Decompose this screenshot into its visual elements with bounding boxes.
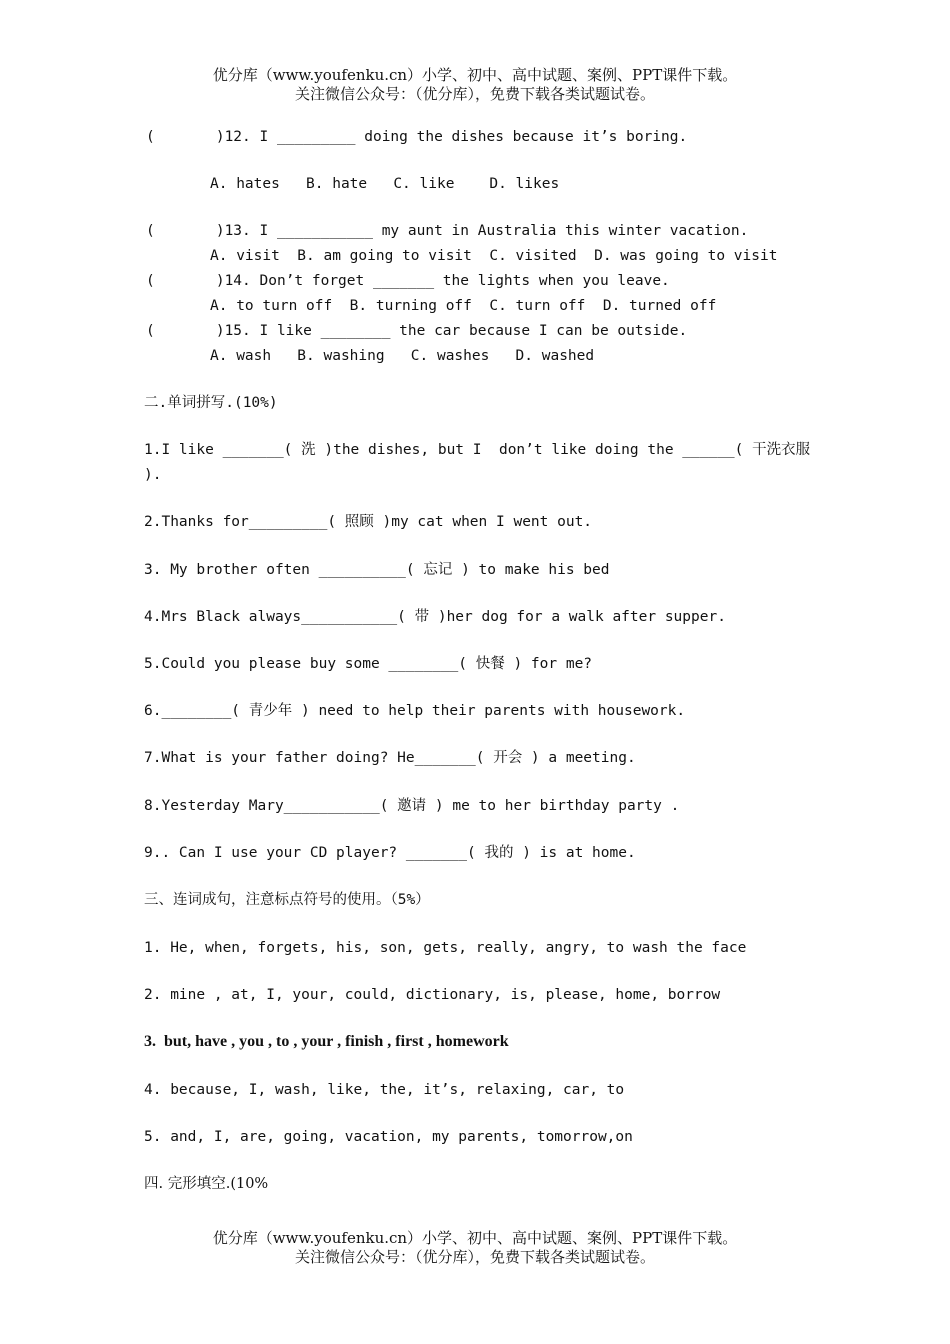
spelling-item-6: 6.________( 青少年 ) need to help their parents with housework. xyxy=(144,703,686,719)
section-4-title: 四. 完形填空.(10% xyxy=(144,1176,269,1192)
spelling-item-1-cont: ). xyxy=(144,467,162,483)
question-14-options: A. to turn off B. turning off C. turn off D. turned off xyxy=(210,298,717,314)
footer-line-2: 关注微信公众号：（优分库），免费下载各类试题试卷。 xyxy=(294,1248,655,1266)
question-15-options: A. wash B. washing C. washes D. washed xyxy=(210,348,595,364)
header-line-1: 优分库（www.youfenku.cn）小学、初中、高中试题、案例、PPT课件下载。 xyxy=(212,66,738,84)
spelling-item-8: 8.Yesterday Mary___________( 邀请 ) me to her birthday party . xyxy=(144,798,680,814)
spelling-item-9: 9.. Can I use your CD player? _______( 我的 ) is at home. xyxy=(144,845,636,861)
spelling-item-2: 2.Thanks for_________( 照顾 )my cat when I went out. xyxy=(144,514,593,530)
spelling-item-3: 3. My brother often __________( 忘记 ) to make his bed xyxy=(144,562,610,578)
question-12-options: A. hates B. hate C. like D. likes xyxy=(210,176,560,192)
section-3-title: 三、连词成句，注意标点符号的使用。（5%） xyxy=(144,892,430,908)
sentence-item-1: 1. He, when, forgets, his, son, gets, really, angry, to wash the face xyxy=(144,940,747,956)
question-13-options: A. visit B. am going to visit C. visited D. was going to visit xyxy=(210,248,778,264)
sentence-item-2: 2. mine , at, I, your, could, dictionary, is, please, home, borrow xyxy=(144,987,721,1003)
footer-line-1: 优分库（www.youfenku.cn）小学、初中、高中试题、案例、PPT课件下载。 xyxy=(212,1229,738,1247)
header-line-2: 关注微信公众号：（优分库），免费下载各类试题试卷。 xyxy=(294,85,655,103)
sentence-item-3: 3. but, have , you , to , your , finish , first , homework xyxy=(144,1033,509,1050)
question-15: ( )15. I like ________ the car because I can be outside. xyxy=(146,323,688,339)
question-12: ( )12. I _________ doing the dishes because it’s boring. xyxy=(146,129,688,145)
spelling-item-1: 1.I like _______( 洗 )the dishes, but I don’t like doing the ______( 干洗衣服 xyxy=(144,442,811,458)
question-14: ( )14. Don’t forget _______ the lights when you leave. xyxy=(146,273,670,289)
sentence-item-4: 4. because, I, wash, like, the, it’s, relaxing, car, to xyxy=(144,1082,625,1098)
question-13: ( )13. I ___________ my aunt in Australia this winter vacation. xyxy=(146,223,749,239)
spelling-item-5: 5.Could you please buy some ________( 快餐 ) for me? xyxy=(144,656,593,672)
sentence-item-5: 5. and, I, are, going, vacation, my parents, tomorrow,on xyxy=(144,1129,633,1145)
section-2-title: 二.单词拼写.(10%) xyxy=(144,395,278,411)
spelling-item-7: 7.What is your father doing? He_______( 开会 ) a meeting. xyxy=(144,750,636,766)
spelling-item-4: 4.Mrs Black always___________( 带 )her dog for a walk after supper. xyxy=(144,609,726,625)
